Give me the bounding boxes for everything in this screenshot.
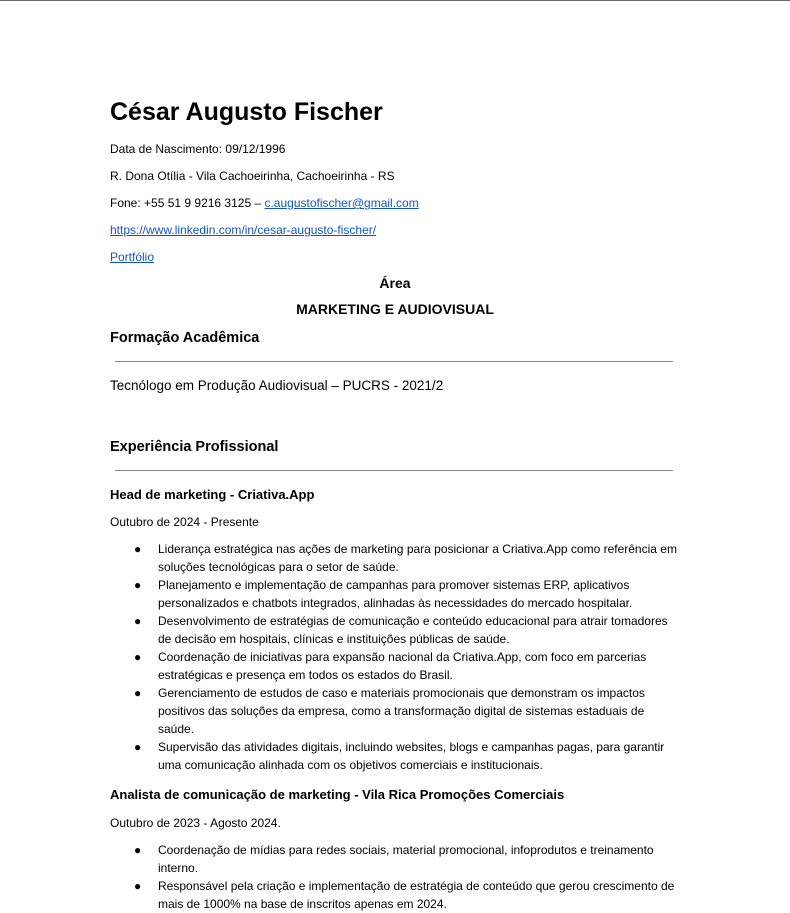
experience-heading: Experiência Profissional [110,439,279,455]
education-divider [115,361,673,362]
top-border [0,0,790,1]
contact-line [110,195,419,211]
candidate-name: César Augusto Fischer [110,98,383,126]
job-title: Head de marketing - Criativa.App [110,487,315,502]
list-item: ● Coordenação de iniciativas para expansão nacional da Criativa.App, com foco em parcerias estratégicas e presença em todos os estados do Brasil. [134,650,647,682]
bullet-icon: ● [134,614,142,628]
bullet-icon: ● [134,686,142,700]
bullet-icon: ● [134,879,142,893]
bullet-icon: ● [134,578,142,592]
portfolio-link[interactable]: Portfólio [110,250,155,264]
bullet-icon: ● [134,740,142,754]
area-label: Área [379,275,411,291]
list-item: ● Liderança estratégica nas ações de marketing para posicionar a Criativa.App como referência em soluções tecnológicas para o setor de saúde. [134,542,677,574]
list-item: ● Responsável pela criação e implementação de estratégia de conteúdo que gerou crescimento de mais de 1000% na base de inscritos apenas em 2024. [134,879,675,911]
birth-date: Data de Nascimento: 09/12/1996 [110,142,286,156]
address: R. Dona Otília - Vila Cachoeirinha, Cachoeirinha - RS [110,169,395,183]
area-value: MARKETING E AUDIOVISUAL [296,301,494,317]
list-item: ● Gerenciamento de estudos de caso e materiais promocionais que demonstram os impactos positivos das soluções da empresa, como a transformação digital de sistemas estaduais de saúde. [134,686,645,736]
education-heading: Formação Acadêmica [110,330,260,346]
list-item: ● Planejamento e implementação de campanhas para promover sistemas ERP, aplicativos personalizados e chatbots integrados, alinhadas às necessidades do mercado hospitalar. [134,578,633,610]
job-bullets [110,841,680,913]
email-link[interactable]: c.augustofischer@gmail.com [264,196,419,210]
linkedin-link[interactable]: https://www.linkedin.com/in/cesar-augusto-fischer/ [110,223,377,237]
job-period: Outubro de 2023 - Agosto 2024. [110,816,281,830]
job-title: Analista de comunicação de marketing - Vila Rica Promoções Comerciais [110,787,565,802]
bullet-icon: ● [134,843,142,857]
portfolio-line [110,249,154,265]
experience-divider [115,470,673,471]
phone: Fone: +55 51 9 9216 3125 – [110,196,265,210]
linkedin-line [110,222,376,238]
education-entry: Tecnólogo em Produção Audiovisual – PUCRS - 2021/2 [110,378,444,393]
job-period: Outubro de 2024 - Presente [110,515,259,529]
list-item: ● Desenvolvimento de estratégias de comunicação e conteúdo educacional para atrair tomadores de decisão em hospitais, clínicas e instituições públicas de saúde. [134,614,668,646]
job-bullets [110,540,680,774]
list-item: ● Supervisão das atividades digitais, incluindo websites, blogs e campanhas pagas, para garantir uma comunicação alinhada com os objetivos comerciais e institucionais. [134,740,665,772]
list-item: ● Coordenação de mídias para redes sociais, material promocional, infoprodutos e treinamento interno. [134,843,654,875]
bullet-icon: ● [134,542,142,556]
bullet-icon: ● [134,650,142,664]
